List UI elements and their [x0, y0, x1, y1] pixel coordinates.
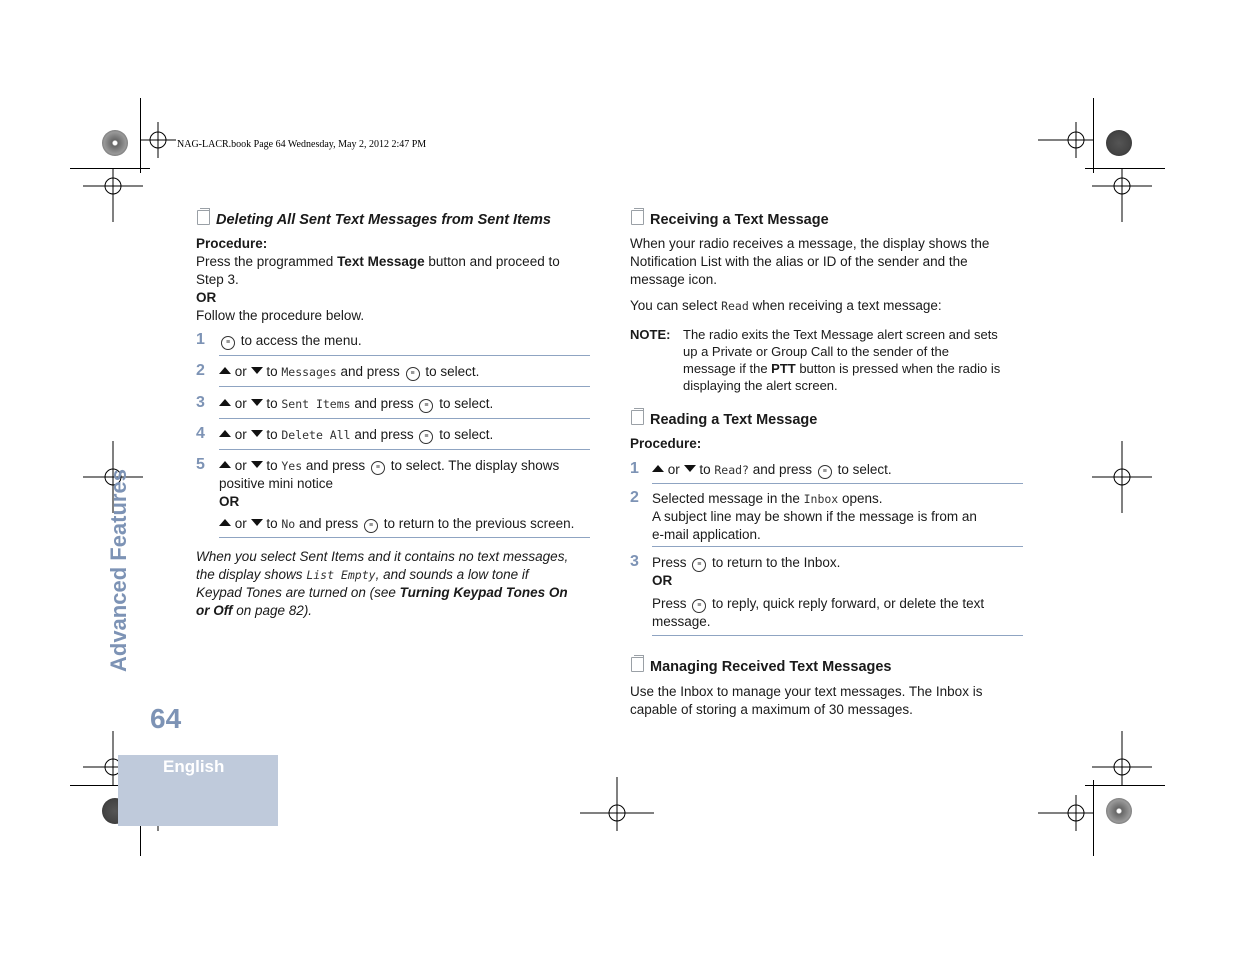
up-arrow-icon — [219, 519, 231, 526]
step-number: 1 — [196, 331, 205, 348]
menu-ok-button-icon: ≡ — [692, 558, 706, 572]
step-number: 3 — [630, 553, 639, 570]
menu-ok-button-icon: ≡ — [406, 367, 420, 381]
step-number: 2 — [630, 489, 639, 506]
menu-ok-button-icon: ≡ — [371, 461, 385, 475]
intro-text: Press the programmed Text Message button and proceed to Step 3. OR Follow the procedure below. — [196, 254, 560, 323]
section-title-managing: Managing Received Text Messages — [631, 657, 892, 675]
down-arrow-icon — [251, 399, 263, 406]
up-arrow-icon — [219, 461, 231, 468]
section-icon — [631, 410, 644, 425]
step-5-alt-text: or to No and press ≡ to return to the previous screen. — [219, 515, 599, 533]
divider — [652, 546, 1023, 547]
divider — [219, 355, 590, 356]
divider — [219, 537, 590, 538]
step-number: 1 — [630, 460, 639, 477]
menu-ok-button-icon: ≡ — [419, 430, 433, 444]
down-arrow-icon — [684, 465, 696, 472]
step-4-text: or to Delete All and press ≡ to select. — [219, 426, 493, 444]
procedure-label: Procedure: — [630, 436, 702, 451]
down-arrow-icon — [251, 519, 263, 526]
managing-paragraph: Use the Inbox to manage your text messages. The Inbox is capable of storing a maximum of 30 messages. — [630, 684, 983, 717]
page-number: 64 — [150, 703, 182, 734]
back-button-icon: ≡ — [364, 519, 378, 533]
procedure-label: Procedure: — [196, 236, 268, 251]
down-arrow-icon — [251, 430, 263, 437]
menu-ok-button-icon: ≡ — [818, 465, 832, 479]
receiving-read-text: You can select Read when receiving a text message: — [630, 298, 942, 313]
up-arrow-icon — [652, 465, 664, 472]
section-title-receiving: Receiving a Text Message — [631, 210, 829, 228]
step-number: 2 — [196, 362, 205, 379]
print-header: NAG-LACR.book Page 64 Wednesday, May 2, 2012 2:47 PM — [177, 139, 427, 150]
menu-ok-button-icon: ≡ — [221, 336, 235, 350]
menu-ok-button-icon: ≡ — [419, 399, 433, 413]
language-label: English — [163, 757, 225, 776]
note-text: The radio exits the Text Message alert screen and sets up a Private or Group Call to the sender of the message if the PTT button is pressed when the radio is displaying the alert screen. — [683, 327, 1001, 393]
receiving-paragraph: When your radio receives a message, the display shows the Notification List with the alias or ID of the sender and the message icon. — [630, 236, 990, 287]
down-arrow-icon — [251, 461, 263, 468]
up-arrow-icon — [219, 399, 231, 406]
step-1-text: ≡ to access the menu. — [219, 332, 362, 350]
section-icon — [197, 210, 210, 225]
back-button-icon: ≡ — [692, 599, 706, 613]
sent-items-note: When you select Sent Items and it contains no text messages, the display shows List Empty, and sounds a low tone if Keypad Tones are turned on (see Turning Keypad Tones On or Off on page 82). — [196, 549, 569, 618]
up-arrow-icon — [219, 430, 231, 437]
section-title-deleting: Deleting All Sent Text Messages from Sent Items — [197, 210, 551, 228]
divider — [219, 418, 590, 419]
read-step-2-text: Selected message in the Inbox opens. A subject line may be shown if the message is from an e-mail application. — [652, 491, 977, 542]
divider — [219, 449, 590, 450]
read-step-3-text: Press ≡ to return to the Inbox. OR — [652, 555, 841, 588]
section-icon — [631, 210, 644, 225]
up-arrow-icon — [219, 367, 231, 374]
read-step-3-alt-text: Press ≡ to reply, quick reply forward, or delete the text message. — [652, 596, 985, 629]
step-5-text: or to Yes and press ≡ to select. The display shows positive mini notice OR — [219, 458, 560, 509]
read-step-1-text: or to Read? and press ≡ to select. — [652, 461, 892, 479]
section-icon — [631, 657, 644, 672]
step-number: 3 — [196, 394, 205, 411]
chapter-side-label: Advanced Features — [106, 469, 131, 672]
down-arrow-icon — [251, 367, 263, 374]
divider — [652, 635, 1023, 636]
section-title-reading: Reading a Text Message — [631, 410, 817, 428]
note-label: NOTE: — [630, 327, 671, 342]
step-number: 5 — [196, 456, 205, 473]
divider — [219, 386, 590, 387]
divider — [652, 483, 1023, 484]
step-3-text: or to Sent Items and press ≡ to select. — [219, 395, 493, 413]
step-number: 4 — [196, 425, 205, 442]
step-2-text: or to Messages and press ≡ to select. — [219, 363, 479, 381]
